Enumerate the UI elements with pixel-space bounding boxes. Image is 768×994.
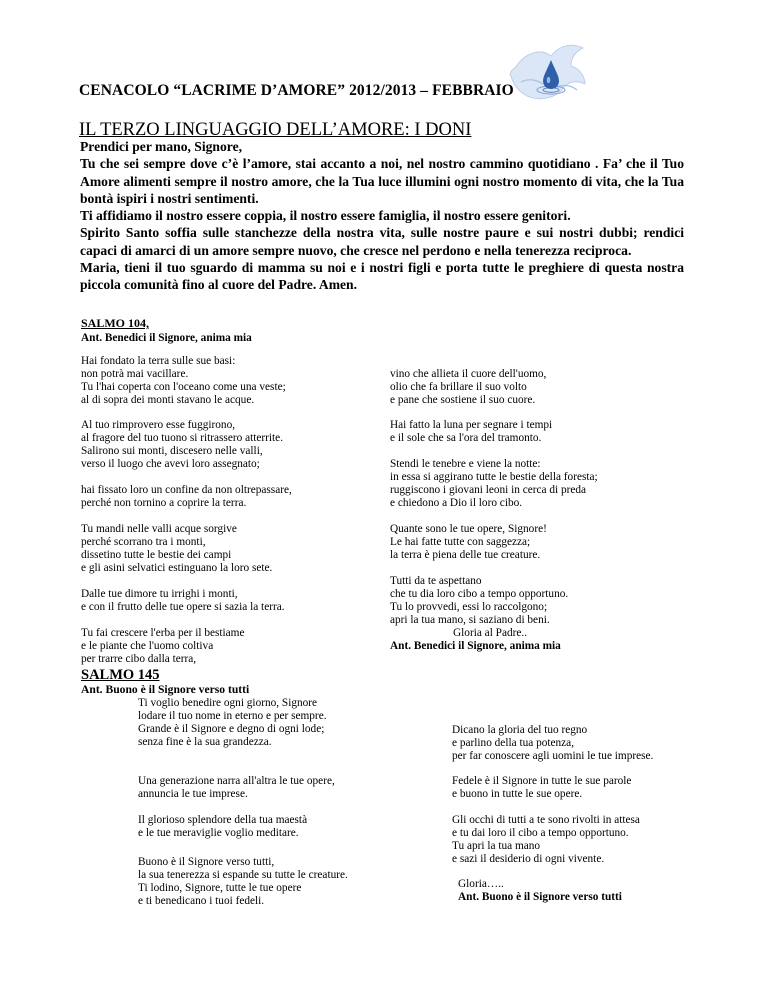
psalm-104-stanza: Dalle tue dimore tu irrighi i monti, e con il frutto delle tue opere si sazia la terra. bbox=[81, 588, 285, 613]
psalm-145-stanza: Buono è il Signore verso tutti, la sua tenerezza si espande su tutte le creature. Ti lodino, Signore, tutte le tue opere e ti benedicano i tuoi fedeli. bbox=[138, 856, 348, 907]
psalm-104-stanza: hai fissato loro un confine da non oltrepassare, perché non tornino a coprire la terra. bbox=[81, 484, 292, 509]
psalm-104-heading: SALMO 104, bbox=[81, 316, 150, 330]
opening-prayer bbox=[80, 138, 684, 294]
psalm-104-stanza: Hai fatto la luna per segnare i tempi e il sole che sa l'ora del tramonto. bbox=[390, 419, 553, 444]
psalm-145-heading: SALMO 145 bbox=[81, 667, 160, 683]
psalm-104-stanza: Stendi le tenebre e viene la notte: in essa si aggirano tutte le bestie della foresta; ruggiscono i giovani leoni in cerca di preda e chiedono a Dio il loro cibo. bbox=[390, 458, 598, 509]
psalm-104-closing-antiphon: Ant. Benedici il Signore, anima mia bbox=[390, 640, 561, 652]
prayer-paragraph: Tu che sei sempre dove c’è l’amore, stai accanto a noi, nel nostro cammino quotidiano . Fa’ che il Tuo Amore alimenti sempre il nostro amore, che la Tua luce illumini ogni nostro momento di vita, che la Tua bontà ispiri i nostri sentimenti. bbox=[80, 156, 684, 206]
psalm-104-stanza: Tutti da te aspettano che tu dia loro cibo a tempo opportuno. Tu lo provvedi, essi lo raccolgono; apri la tua mano, si saziano di beni. bbox=[390, 575, 569, 626]
psalm-145-stanza: Dicano la gloria del tuo regno e parlino della tua potenza, per far conoscere agli uomini le tue imprese. bbox=[452, 724, 654, 762]
psalm-145-antiphon: Ant. Buono è il Signore verso tutti bbox=[81, 683, 250, 696]
prayer-paragraph: Spirito Santo soffia sulle stanchezze della nostra vita, sulle nostre paure e sui nostri dubbi; rendici capaci di amarci di un amore sempre nuovo, che cresce nel perdono e nella tenerezza reciproca. bbox=[80, 225, 684, 258]
psalm-145-stanza: Gli occhi di tutti a te sono rivolti in attesa e tu dai loro il cibo a tempo opportuno. Tu apri la tua mano e sazi il desiderio di ogni vivente. bbox=[452, 814, 640, 865]
psalm-104-gloria: Gloria al Padre.. bbox=[453, 627, 528, 639]
prayer-line: Prendici per mano, Signore, bbox=[80, 139, 242, 154]
psalm-104-stanza: Quante sono le tue opere, Signore! Le hai fatte tutte con saggezza; la terra è piena delle tue creature. bbox=[390, 523, 547, 561]
psalm-145-gloria: Gloria….. bbox=[458, 878, 504, 890]
psalm-104-stanza: Tu mandi nelle valli acque sorgive perché scorrano tra i monti, dissetino tutte le bestie dei campi e gli asini selvatici estinguano la loro sete. bbox=[81, 523, 273, 574]
psalm-145-stanza: Fedele è il Signore in tutte le sue parole e buono in tutte le sue opere. bbox=[452, 775, 632, 800]
dove-teardrop-logo-icon bbox=[507, 38, 589, 108]
document-header: CENACOLO “LACRIME D’AMORE” 2012/2013 – FEBBRAIO bbox=[79, 82, 514, 99]
psalm-145-closing-antiphon: Ant. Buono è il Signore verso tutti bbox=[458, 891, 622, 903]
psalm-104-antiphon: Ant. Benedici il Signore, anima mia bbox=[81, 332, 252, 344]
prayer-paragraph: Ti affidiamo il nostro essere coppia, il nostro essere famiglia, il nostro essere genitori. bbox=[80, 208, 571, 224]
psalm-145-stanza: Una generazione narra all'altra le tue opere, annuncia le tue imprese. bbox=[138, 775, 335, 800]
page-title: IL TERZO LINGUAGGIO DELL’AMORE: I DONI bbox=[79, 120, 472, 140]
psalm-145-stanza: Ti voglio benedire ogni giorno, Signore lodare il tuo nome in eterno e per sempre. Grande è il Signore e degno di ogni lode; senza fine è la sua grandezza. bbox=[138, 697, 327, 748]
psalm-104-stanza: Tu fai crescere l'erba per il bestiame e le piante che l'uomo coltiva per trarre cibo dalla terra, bbox=[81, 627, 245, 665]
prayer-paragraph: Maria, tieni il tuo sguardo di mamma su noi e i nostri figli e porta tutte le preghiere di questa nostra piccola comunità fino al cuore del Padre. Amen. bbox=[80, 260, 684, 293]
psalm-104-stanza: vino che allieta il cuore dell'uomo, olio che fa brillare il suo volto e pane che sostiene il suo cuore. bbox=[390, 368, 547, 406]
psalm-104-stanza: Al tuo rimprovero esse fuggirono, al fragore del tuo tuono si ritrassero atterrite. Salirono sui monti, discesero nelle valli, verso il luogo che avevi loro assegnato; bbox=[81, 419, 284, 470]
psalm-145-stanza: Il glorioso splendore della tua maestà e le tue meraviglie voglio meditare. bbox=[138, 814, 308, 839]
psalm-104-stanza: Hai fondato la terra sulle sue basi: non potrà mai vacillare. Tu l'hai coperta con l'oceano come una veste; al di sopra dei monti stavano le acque. bbox=[81, 355, 286, 406]
